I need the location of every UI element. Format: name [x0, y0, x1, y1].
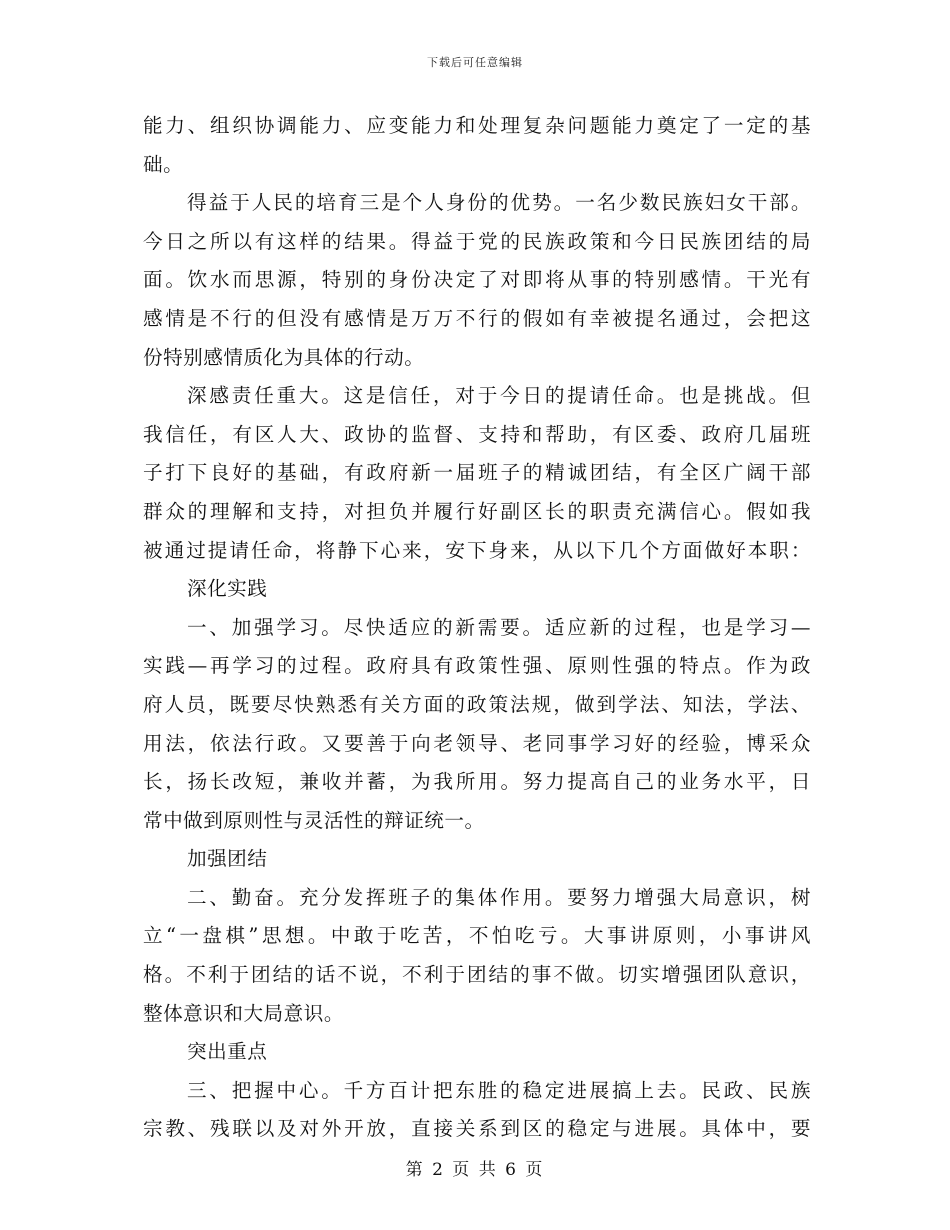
text-line: 感情是不行的但没有感情是万万不行的假如有幸被提名通过，会把这 [143, 306, 811, 330]
page-header: 下载后可任意编辑 [427, 56, 523, 69]
section-heading: 深化实践 [187, 577, 268, 601]
text-line: 被通过提请任命，将静下心来，安下身来，从以下几个方面做好本职： [143, 538, 811, 562]
text-line: 常中做到原则性与灵活性的辩证统一。 [143, 808, 485, 832]
text-line: 今日之所以有这样的结果。得益于党的民族政策和今日民族团结的局 [143, 229, 811, 253]
text-line: 能力、组织协调能力、应变能力和处理复杂问题能力奠定了一定的基 [143, 114, 811, 137]
text-line: 格。不利于团结的话不说，不利于团结的事不做。切实增强团队意识， [143, 963, 811, 987]
text-line: 用法，依法行政。又要善于向老领导、老同事学习好的经验，博采众 [143, 731, 811, 755]
text-line: 群众的理解和支持，对担负并履行好副区长的职责充满信心。假如我 [143, 499, 811, 523]
text-line: 实践—再学习的过程。政府具有政策性强、原则性强的特点。作为政 [143, 654, 811, 678]
text-line: 宗教、残联以及对外开放，直接关系到区的稳定与进展。具体中，要 [143, 1117, 811, 1141]
text-line: 三、把握中心。千方百计把东胜的稳定进展搞上去。民政、民族 [187, 1078, 811, 1102]
section-heading: 加强团结 [187, 847, 268, 871]
text-line: 二、勤奋。充分发挥班子的集体作用。要努力增强大局意识，树 [187, 885, 811, 909]
text-line: 得益于人民的培育三是个人身份的优势。一名少数民族妇女干部。 [187, 191, 811, 215]
page-number: 第 2 页 共 6 页 [405, 1160, 545, 1180]
text-line: 础。 [143, 152, 184, 176]
text-line: 份特别感情质化为具体的行动。 [143, 345, 425, 369]
text-line: 立“一盘棋”思想。中敢于吃苦，不怕吃亏。大事讲原则，小事讲风 [143, 924, 811, 948]
text-line: 整体意识和大局意识。 [143, 1001, 344, 1025]
text-line: 我信任，有区人大、政协的监督、支持和帮助，有区委、政府几届班 [143, 422, 811, 446]
text-line: 深感责任重大。这是信任，对于今日的提请任命。也是挑战。但 [187, 384, 811, 408]
document-body [143, 107, 811, 1149]
text-line: 子打下良好的基础，有政府新一届班子的精诚团结，有全区广阔干部 [143, 461, 811, 485]
text-line: 府人员，既要尽快熟悉有关方面的政策法规，做到学法、知法，学法、 [143, 692, 811, 716]
text-line: 面。饮水而思源，特别的身份决定了对即将从事的特别感情。干光有 [143, 268, 811, 292]
section-heading: 突出重点 [187, 1040, 268, 1064]
text-line: 长，扬长改短，兼收并蓄，为我所用。努力提高自己的业务水平，日 [143, 770, 811, 794]
text-line: 一、加强学习。尽快适应的新需要。适应新的过程，也是学习— [187, 615, 811, 639]
